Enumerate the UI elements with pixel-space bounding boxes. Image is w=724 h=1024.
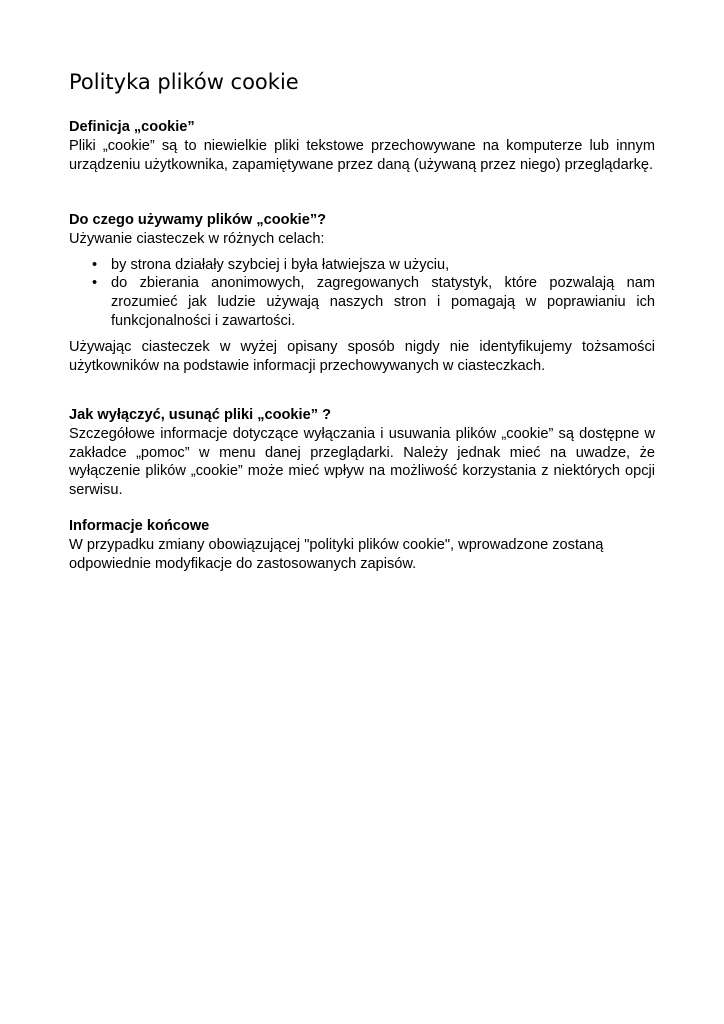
list-item bbox=[69, 274, 655, 330]
list-item-text: do zbierania anonimowych, zagregowanych statystyk, które pozwalają nam zrozumieć jak ludzie używają naszych stron i pomagają w poprawianiu ich funkcjonalności i zawartości. bbox=[111, 275, 655, 329]
section-heading: Do czego używamy plików „cookie”? bbox=[69, 212, 327, 228]
list-item bbox=[69, 256, 655, 275]
section-usage bbox=[69, 211, 655, 375]
section-intro: Używanie ciasteczek w różnych celach: bbox=[69, 230, 325, 247]
section-heading: Jak wyłączyć, usunąć pliki „cookie” ? bbox=[69, 407, 331, 423]
section-paragraph: Pliki „cookie” są to niewielkie pliki tekstowe przechowywane na komputerze lub innym urządzeniu użytkownika, zapamiętywane przez daną (używaną przez niego) przeglądarkę. bbox=[69, 137, 655, 173]
section-paragraph: W przypadku zmiany obowiązującej "polityki plików cookie", wprowadzone zostaną odpowiednie modyfikacje do zastosowanych zapisów. bbox=[69, 536, 604, 572]
section-disable-cookies bbox=[69, 406, 655, 500]
section-heading: Definicja „cookie” bbox=[69, 119, 195, 135]
section-definition bbox=[69, 118, 655, 174]
page-title: Polityka plików cookie bbox=[69, 70, 299, 94]
bullet-icon: • bbox=[92, 256, 98, 273]
usage-bullet-list bbox=[69, 256, 655, 331]
section-outro: Używając ciasteczek w wyżej opisany sposób nigdy nie identyfikujemy tożsamości użytkowników na podstawie informacji przechowywanych w ciasteczkach. bbox=[69, 338, 655, 374]
section-heading: Informacje końcowe bbox=[69, 518, 210, 534]
bullet-icon: • bbox=[92, 275, 98, 292]
list-item-text: by strona działały szybciej i była łatwiejsza w użyciu, bbox=[111, 256, 450, 273]
section-final-info bbox=[69, 517, 655, 573]
section-paragraph: Szczegółowe informacje dotyczące wyłączania i usuwania plików „cookie” są dostępne w zakładce „pomoc” w menu danej przeglądarki. Należy jednak mieć na uwadze, że wyłączenie plików „cookie” może mieć wpływ na możliwość korzystania z niektórych opcji serwisu. bbox=[69, 425, 655, 499]
